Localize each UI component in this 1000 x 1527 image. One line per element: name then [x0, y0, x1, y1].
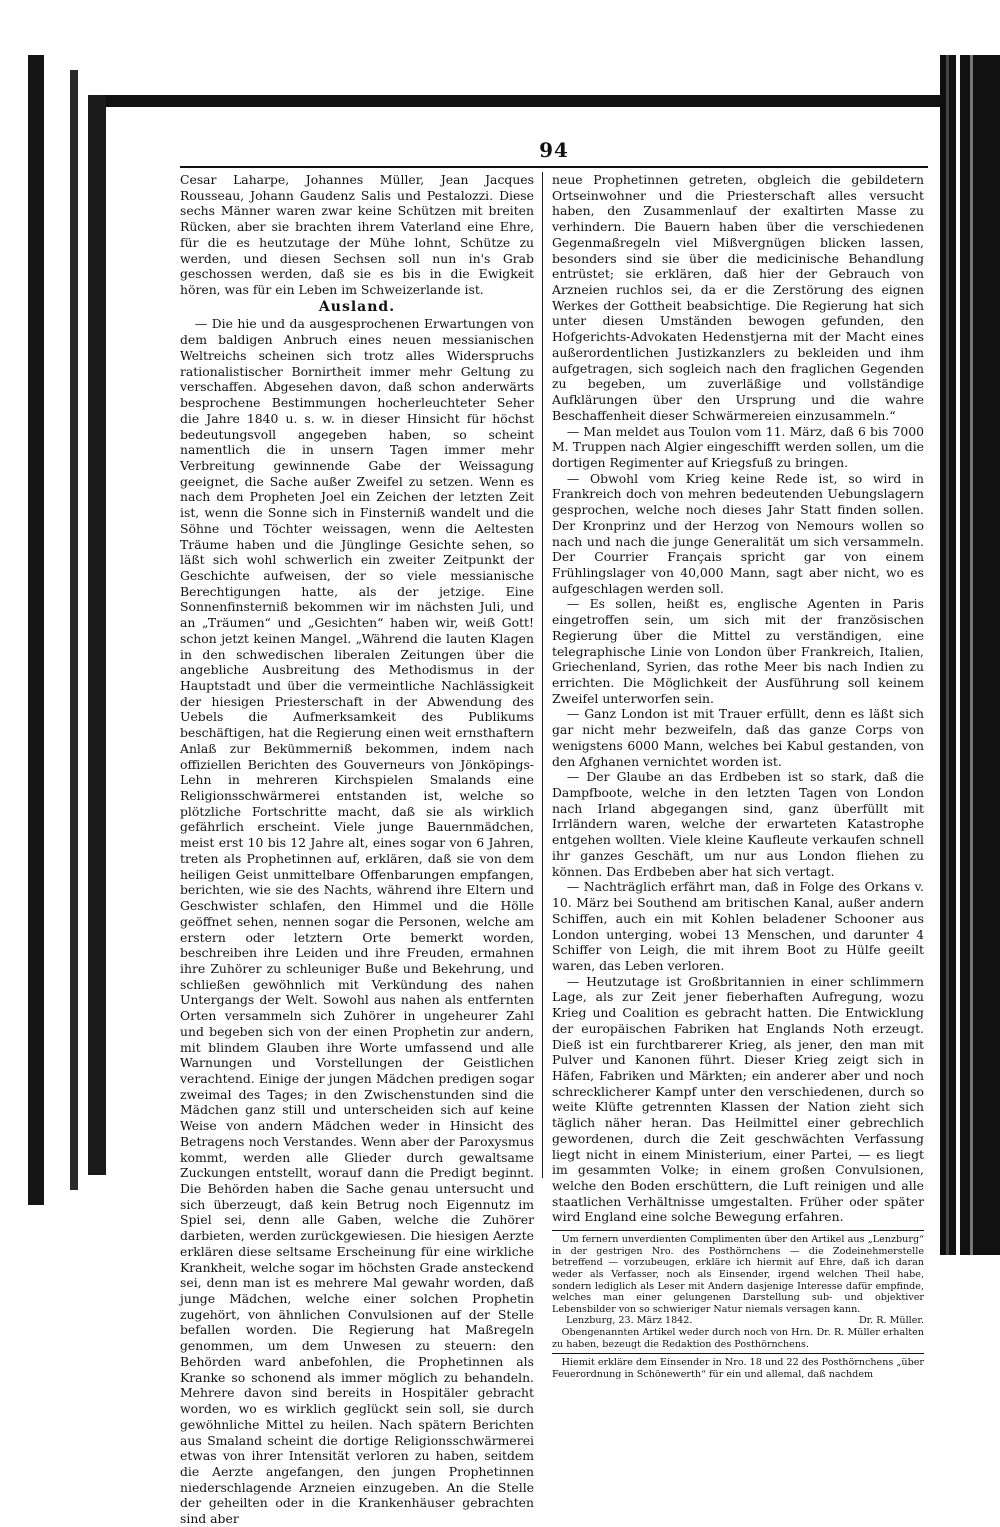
notice-block — [552, 1234, 924, 1350]
page-number: 94 — [539, 138, 569, 162]
article-paragraph: — Die hie und da ausgesprochenen Erwartungen von dem baldigen Anbruch eines neuen messianischen Weltreichs scheinen sich trotz alles Widerspruchs rationalistischer Bornirtheit immer mehr Geltung zu verschaffen. Abgesehen davon, daß schon anderwärts besprochene Bestimmungen hocherleuchteter Seher die Jahre 1840 u. s. w. in dieser Hinsicht für höchst bedeutungsvoll angegeben haben, so scheint namentlich die in unsern Tagen immer mehr Verbreitung gewinnende Gabe der Weissagung geeignet, die Sache außer Zweifel zu setzen. Wenn es nach dem Propheten Joel ein Zeichen der letzten Zeit ist, wenn die Sonne sich in Finsterniß wandelt und die Söhne und Töchter weissagen, wenn die Aeltesten Träume haben und die Jünglinge Gesichte sehen, so läßt sich wohl schwerlich ein zweiter Zeitpunkt der Geschichte aufweisen, der so viele messianische Berechtigungen hatte, als der jetzige. Eine Sonnenfinsterniß bekommen wir im nächsten Juli, und an „Träumen“ und „Gesichten“ haben wir, weiß Gott! schon jetzt keinen Mangel. „Während die lauten Klagen in den schwedischen liberalen Zeitungen über die angebliche Ausbreitung des Methodismus in der Hauptstadt und über die vermeintliche Nachlässigkeit der hiesigen Priesterschaft in der Abwendung des Uebels die Aufmerksamkeit des Publikums beschäftigen, hat die Regierung einen weit ernsthaftern Anlaß zur Bekümmerniß bekommen, indem nach offiziellen Berichten des Gouverneurs von Jönköpings-Lehn in mehreren Kirchspielen Smalands eine Religionsschwärmerei entstanden ist, welche so plötzliche Fortschritte macht, daß sie als wirklich gefährlich erscheint. Viele junge Bauernmädchen, meist erst 10 bis 12 Jahre alt, eines sogar von 6 Jahren, treten als Prophetinnen auf, erklären, daß sie von dem heiligen Geist unmittelbare Offenbarungen empfangen, berichten, wie sie des Nachts, während ihre Eltern und Geschwister schlafen, den Himmel und die Hölle geöffnet sehen, nennen sogar die Personen, welche am erstern oder letztern Orte bemerkt worden, beschreiben ihre Leiden und ihre Freuden, ermahnen ihre Zuhörer zu schleuniger Buße und Bekehrung, und schließen gewöhnlich mit Verkündung des nahen Untergangs der Welt. Sowohl aus nahen als entfernten Orten versammeln sich Zuhörer in ungeheurer Zahl und begeben sich von der einen Prophetin zur andern, mit blindem Glauben ihre Worte umfassend und alle Warnungen und Vorstellungen der Geistlichen verachtend. Einige der jungen Mädchen predigen sogar zweimal des Tages; in den Zwischenstunden sind die Mädchen ganz still und unterscheiden sich auf keine Weise von andern Mädchen weder in Hinsicht des Betragens noch Verstandes. Wenn aber der Paroxysmus kommt, werden alle Glieder durch gewaltsame Zuckungen entstellt, worauf dann die Predigt beginnt. Die Behörden haben die Sache genau untersucht und sich überzeugt, daß kein Betrug noch Eigennutz im Spiel sei, denn alle Gaben, welche die Zuhörer darbieten, werden zurückgewiesen. Die hiesigen Aerzte erklären diese seltsame Erscheinung für eine wirkliche Krankheit, welche sogar im höchsten Grade ansteckend sei, denn man ist es mehrere Mal gewahr worden, daß junge Mädchen, welche einer solchen Prophetin zugehört, von ähnlichen Convulsionen auf der Stelle befallen worden. Die Regierung hat Maßregeln genommen, um dem Unwesen zu steuern: den Behörden ward anbefohlen, die Prophetinnen als Kranke so schonend als immer möglich zu behandeln. Mehrere davon sind bereits in Hospitäler gebracht worden, wo es wirklich geglückt sein soll, sie durch gewöhnliche Mittel zu heilen. Nach spätern Berichten aus Smaland scheint die dortige Religionsschwärmerei etwas von ihrer Intensität verloren zu haben, seitdem die Aerzte angefangen, den jungen Prophetinnen niederschlagende Arzneien einzugeben. An die Stelle der geheilten oder in die Krankenhäuser gebrachten sind aber — [180, 316, 534, 1527]
left-column — [180, 172, 534, 1527]
scan-border-left-inner — [70, 70, 78, 1190]
notice-block-2 — [552, 1357, 924, 1380]
article-paragraph: — Heutzutage ist Großbritannien in einer schlimmern Lage, als zur Zeit jener fieberhaften Aufregung, wozu Krieg und Coalition es gebracht hatten. Die Entwicklung der europäischen Fabriken hat Englands Noth erzeugt. Dieß ist ein furchtbarerer Krieg, als jener, den man mit Pulver und Kanonen führt. Dieser Krieg zeigt sich in Häfen, Fabriken und Märkten; ein anderer aber und noch schrecklicherer Kampf unter den verschiedenen, durch so weite Klüfte getrennten Klassen der Nation zieht sich täglich näher heran. Das Heilmittel einer gebrechlich gewordenen, durch die Zeit geschwächten Verfassung liegt nicht in einem Ministerium, einer Partei, — es liegt im gesammten Volke; in einem großen Convulsionen, welche den Boden erschüttern, die Luft reinigen und alle staatlichen Verhältnisse umgestalten. Früher oder später wird England eine solche Bewegung erfahren. — [552, 973, 924, 1225]
article-paragraph: — Es sollen, heißt es, englische Agenten in Paris eingetroffen sein, um sich mit der französischen Regierung über die Mittel zu verständigen, eine telegraphische Linie von London über Frankreich, Italien, Griechenland, Syrien, das rothe Meer bis nach Indien zu errichten. Die Möglichkeit der Ausführung soll keinem Zweifel unterworfen sein. — [552, 596, 924, 706]
notice-place-date: Lenzburg, 23. März 1842. — [566, 1315, 693, 1327]
scan-border-left — [28, 55, 44, 1205]
article-paragraph: — Obwohl vom Krieg keine Rede ist, so wird in Frankreich doch von mehren bedeutenden Uebungslagern gesprochen, welche noch dieses Jahr Statt finden sollen. Der Kronprinz und der Herzog von Nemours wollen so nach und nach die junge Generalität um sich versammeln. Der Courrier Français spricht gar von einem Frühlingslager von 40,000 Mann, sagt aber nicht, wo es aufgeschlagen werden soll. — [552, 470, 924, 596]
article-paragraph: neue Prophetinnen getreten, obgleich die gebildetern Ortseinwohner und die Priesterschaft alles versucht haben, den Zusammenlauf der exaltirten Masse zu verhindern. Die Bauern haben über die verschiedenen Gegenmaßregeln viel Mißvergnügen blicken lassen, besonders sind sie über die medicinische Behandlung entrüstet; sie erklären, daß hier der Gebrauch von Arzneien ruchlos sei, da er die Zerstörung des eignen Werkes der Gottheit beabsichtige. Die Regierung hat sich unter diesen Umständen bewogen gefunden, den Hofgerichts-Advokaten Hedenstjerna mit der Macht eines außerordentlichen Justizkanzlers zu bekleiden und ihm aufgetragen, sich sogleich nach den fraglichen Gegenden zu begeben, um zuverläßige und vollständige Aufklärungen über den Ursprung und die wahre Beschaffenheit dieser Schwärmereien einzusammeln.“ — [552, 172, 924, 423]
scan-border-right — [940, 55, 1000, 1255]
article-paragraph: — Ganz London ist mit Trauer erfüllt, denn es läßt sich gar nicht mehr bezweifeln, daß das ganze Corps von wenigstens 6000 Mann, welches bei Kabul gestanden, von den Afghanen vernichtet worden ist. — [552, 706, 924, 769]
newspaper-page — [180, 138, 928, 1527]
header-rule — [180, 166, 928, 168]
column-divider — [542, 172, 543, 1178]
section-heading: Ausland. — [318, 298, 396, 315]
article-paragraph: — Nachträglich erfährt man, daß in Folge des Orkans v. 10. März bei Southend am britischen Kanal, außer andern Schiffen, auch ein mit Kohlen beladener Schooner aus London unterging, wobei 13 Menschen, und darunter 4 Schiffer von Leigh, die mit ihrem Boot zu Hülfe geeilt waren, das Leben verloren. — [552, 879, 924, 973]
notice-signature-line — [552, 1315, 924, 1327]
notice-addendum: Obengenannten Artikel weder durch noch von Hrn. Dr. R. Müller erhalten zu haben, bezeugt die Redaktion des Posthörnchens. — [552, 1326, 924, 1350]
notice-text: Um fernern unverdienten Complimenten über den Artikel aus „Lenzburg“ in der gestrigen Nro. des Posthörnchens — die Zodeinehmerstelle betreffend — vorzubeugen, erkläre ich hiermit auf Ehre, daß ich daran weder als Verfasser, noch als Einsender, irgend welchen Theil habe, sondern lediglich als Leser mit Andern dasjenige Interesse dafür empfinde, welches man einer gelungenen Darstellung sub- und objektiver Lebensbilder von so schwieriger Natur niemals versagen kann. — [552, 1234, 924, 1315]
page-binding-edge — [88, 95, 106, 1175]
right-column — [552, 172, 924, 1380]
article-paragraph: — Man meldet aus Toulon vom 11. März, daß 6 bis 7000 M. Truppen nach Algier eingeschifft werden sollen, um die dortigen Regimenter auf Kriegsfuß zu bringen. — [552, 423, 924, 470]
notice-rule — [552, 1353, 924, 1354]
notice-signature: Dr. R. Müller. — [858, 1315, 924, 1327]
notice-text: Hiemit erkläre dem Einsender in Nro. 18 und 22 des Posthörnchens „über Feuerordnung in Schönewerth“ für ein und allemal, daß nachdem — [552, 1357, 924, 1380]
article-paragraph: Cesar Laharpe, Johannes Müller, Jean Jacques Rousseau, Johann Gaudenz Salis und Pestalozzi. Diese sechs Männer waren zwar keine Schützen mit breiten Rücken, aber sie brachten ihrem Vaterland eine Ehre, für die es heutzutage der Mühe lohnt, Schütze zu werden, und diesen Sechsen soll nun in's Grab geschossen werden, daß sie es bis in die Ewigkeit hören, was für ein Leben im Schweizerlande ist. — [180, 172, 534, 298]
notice-rule — [552, 1230, 924, 1231]
scan-border-top — [88, 95, 958, 107]
article-paragraph: — Der Glaube an das Erdbeben ist so stark, daß die Dampfboote, welche in den letzten Tagen von London nach Irland abgegangen sind, ganz überfüllt mit Irrländern waren, welche der erwarteten Katastrophe entgehen wollten. Viele kleine Kaufleute verkaufen schnell ihr ganzes Geschäft, um nur aus London fliehen zu können. Das Erdbeben aber hat sich vertagt. — [552, 769, 924, 879]
